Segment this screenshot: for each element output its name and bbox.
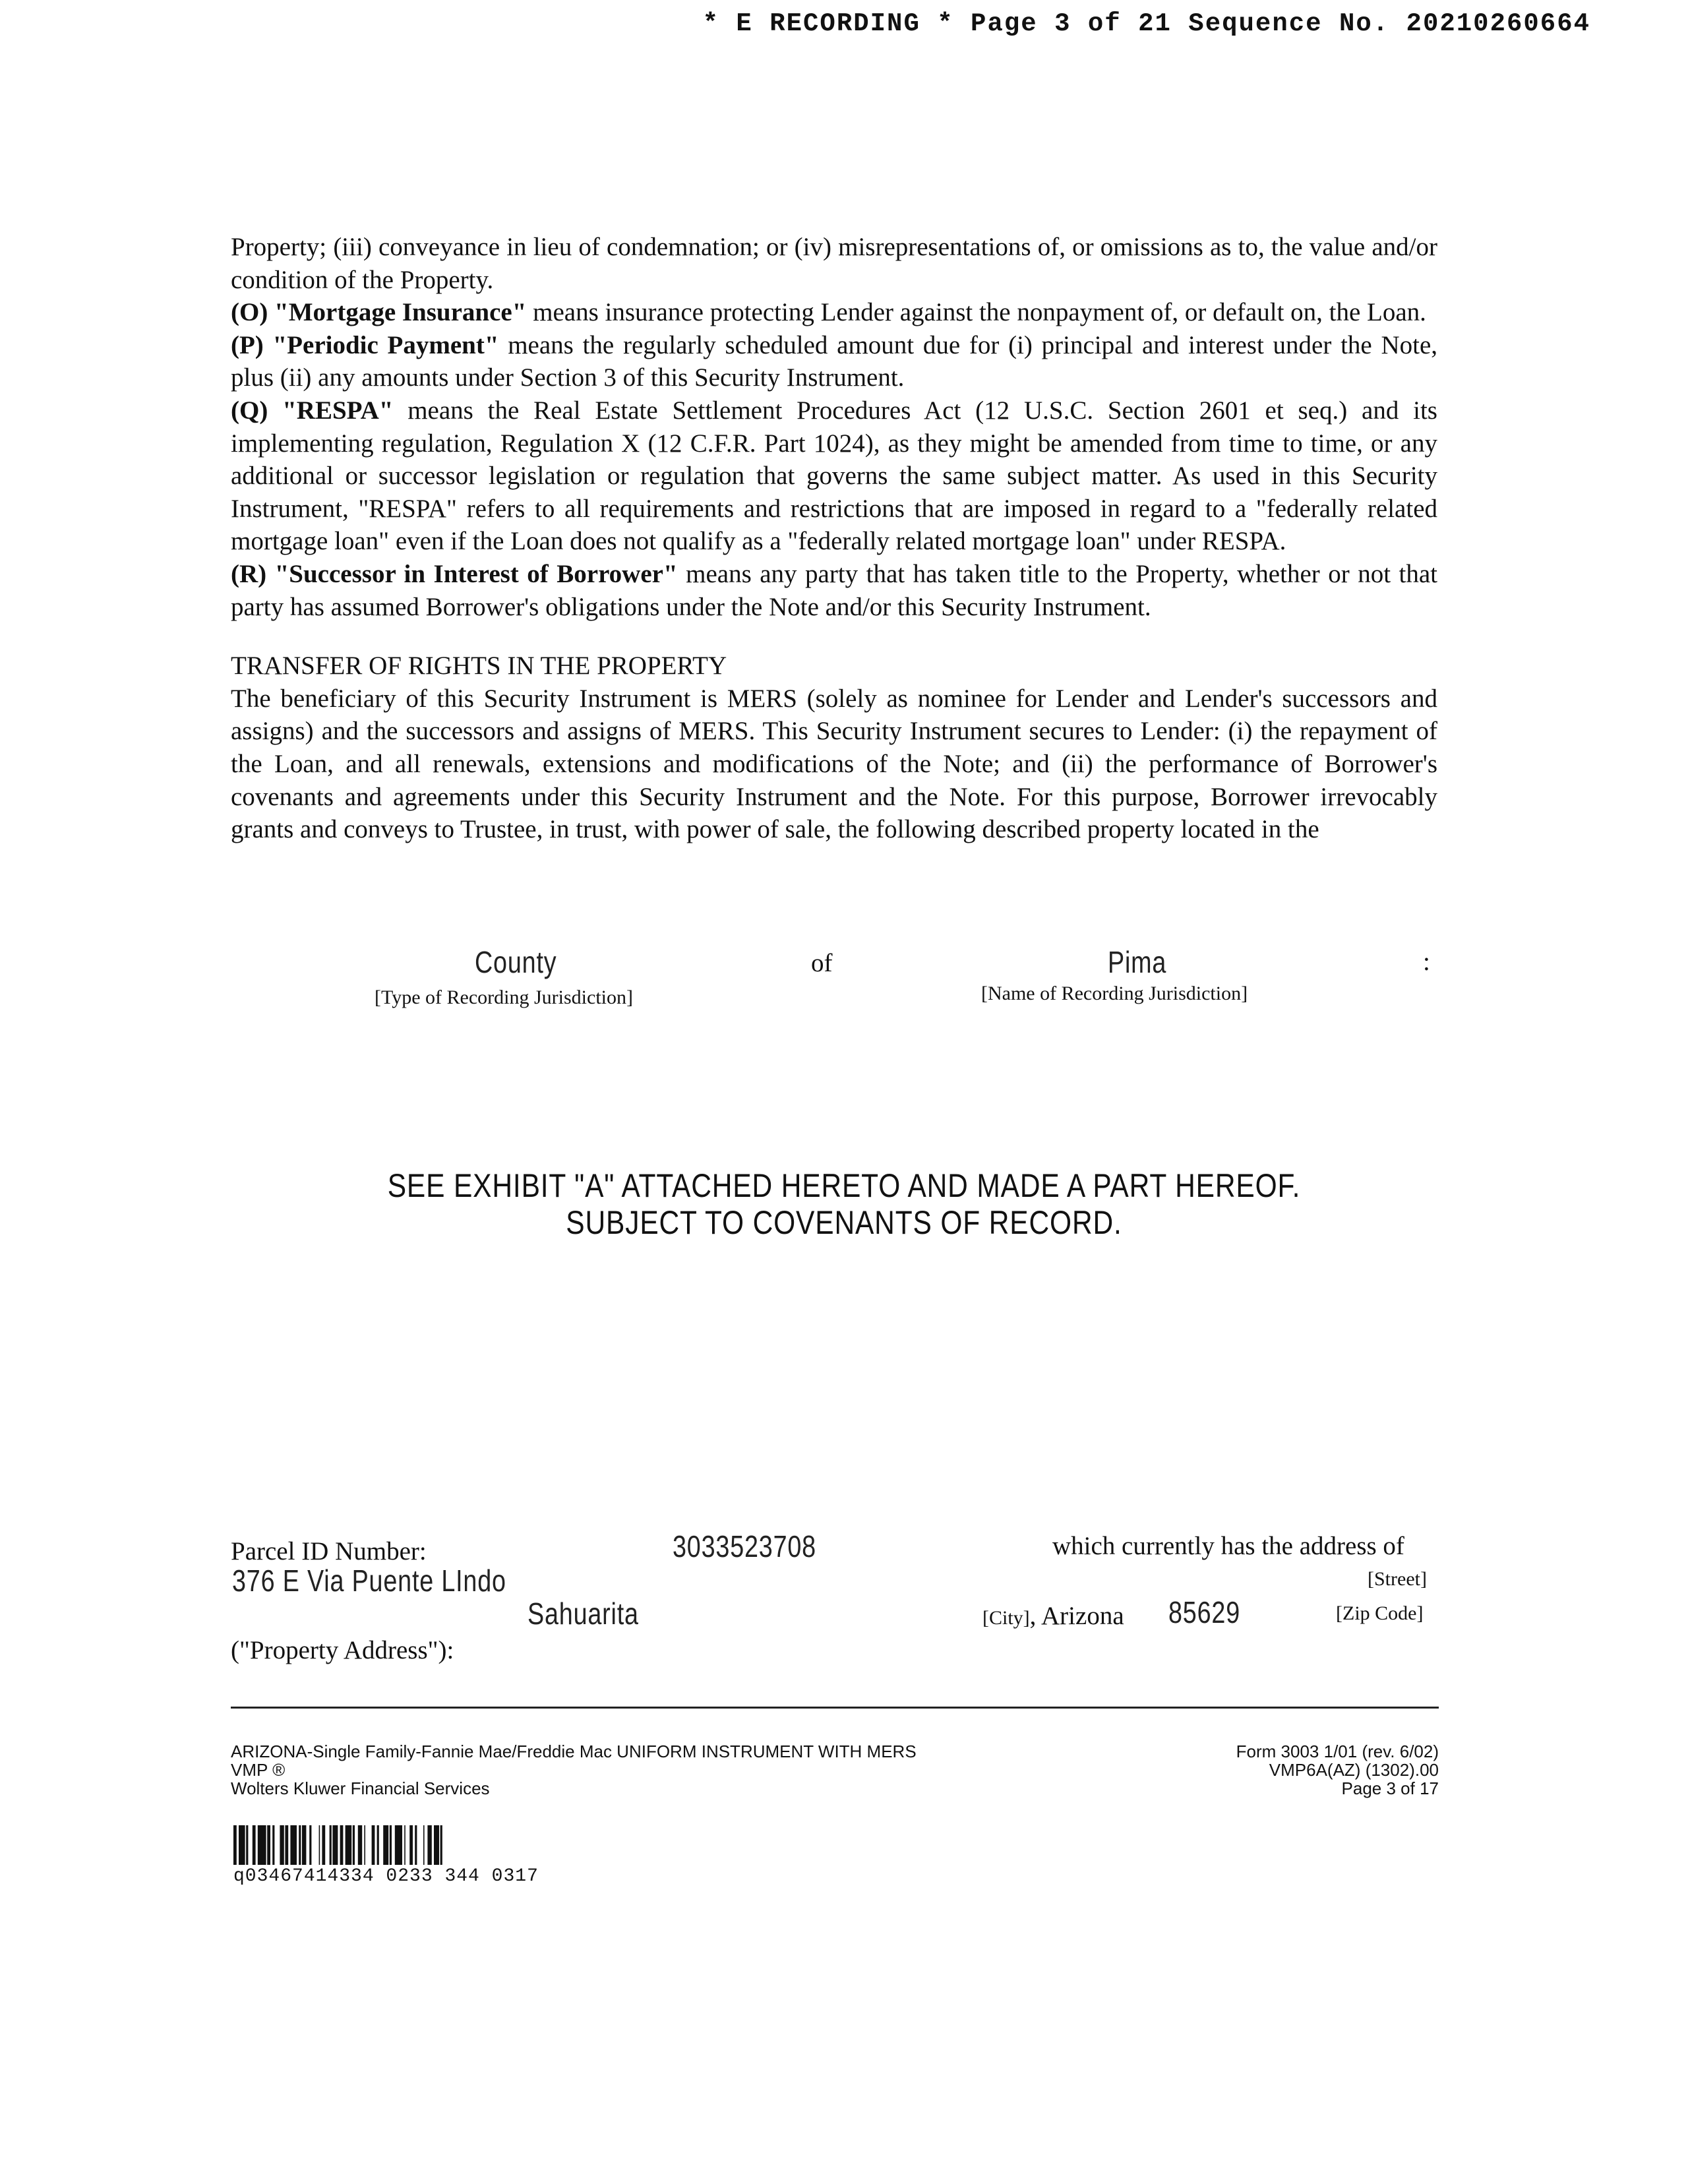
property-address-label: ("Property Address"): — [231, 1636, 454, 1664]
definition-q-text: means the Real Estate Settlement Procedures Act (12 U.S.C. Section 2601 et seq.) and its implementing regulation, Regulation X (12 C.F.R. Part 1024), as they might be amended from time to time, or any additional or successor legislation or regulation that governs the same subject matter. As used in this Security Instrument, "RESPA" refers to all requirements and restrictions that are imposed in regard to a "federally related mortgage loan" even if the Loan does not qualify as a "federally related mortgage loan" under RESPA. — [231, 396, 1437, 556]
jurisdiction-type-caption: [Type of Recording Jurisdiction] — [375, 986, 633, 1008]
barcode-bar — [372, 1825, 375, 1865]
exhibit-reference — [0, 1167, 1688, 1241]
exhibit-line-2: SUBJECT TO COVENANTS OF RECORD. — [566, 1204, 1122, 1241]
barcode-bar — [322, 1825, 325, 1865]
barcode-bar — [440, 1825, 442, 1865]
jurisdiction-name-caption: [Name of Recording Jurisdiction] — [981, 983, 1248, 1004]
barcode-bar — [364, 1825, 365, 1865]
barcode-bar — [346, 1825, 352, 1865]
barcode-bar — [423, 1825, 425, 1865]
footer-form-number-block — [1236, 1742, 1439, 1798]
footer-form-title: ARIZONA-Single Family-Fannie Mae/Freddie Mac UNIFORM INSTRUMENT WITH MERS — [231, 1742, 917, 1761]
definition-o — [231, 296, 1437, 329]
exhibit-line-1: SEE EXHIBIT "A" ATTACHED HERETO AND MADE A PART HEREOF. — [387, 1167, 1301, 1204]
barcode-bar — [267, 1825, 270, 1865]
street-caption: [Street] — [1368, 1568, 1427, 1590]
barcode-bar — [358, 1825, 362, 1865]
footer-page-number: Page 3 of 17 — [1341, 1778, 1439, 1798]
barcode-bar — [319, 1825, 320, 1865]
transfer-heading: TRANSFER OF RIGHTS IN THE PROPERTY — [231, 652, 727, 681]
jurisdiction-name-value: Pima — [1108, 945, 1167, 979]
footer-vmp: VMP ® — [231, 1760, 286, 1780]
barcode-bar — [272, 1825, 274, 1865]
definition-continuation: Property; (iii) conveyance in lieu of condemnation; or (iv) misrepresentations of, or omissions as to, the value and/or condition of the Property. — [231, 233, 1437, 294]
parcel-id-value: 3033523708 — [673, 1529, 816, 1563]
barcode-bar — [280, 1825, 284, 1865]
definition-p-term: (P) "Periodic Payment" — [231, 330, 499, 359]
city-state-group — [982, 1601, 1124, 1631]
barcode-bar — [404, 1825, 406, 1865]
barcode-bar — [330, 1825, 332, 1865]
definition-r-text: means any party that has taken title to the Property, whether or not that party has assumed Borrower's obligations under the Note and/or this Security Instrument. — [231, 559, 1438, 621]
definition-q-term: (Q) "RESPA" — [231, 396, 394, 425]
footer-form-number: Form 3003 1/01 (rev. 6/02) — [1236, 1742, 1439, 1761]
definition-o-text: means insurance protecting Lender against the nonpayment of, or default on, the Loan. — [526, 298, 1426, 327]
address-intro: which currently has the address of — [1052, 1532, 1404, 1560]
barcode-bar — [383, 1825, 388, 1865]
parcel-id-label: Parcel ID Number: — [231, 1537, 427, 1565]
zip-value: 85629 — [1168, 1595, 1240, 1629]
barcode-bar — [409, 1825, 413, 1865]
barcode-bar — [377, 1825, 379, 1865]
barcode-bar — [299, 1825, 301, 1865]
footer-publisher: Wolters Kluwer Financial Services — [231, 1778, 490, 1798]
barcode-number: q03467414334 0233 344 0317 — [233, 1866, 539, 1887]
barcode-bar — [239, 1825, 245, 1865]
barcode-bar — [246, 1825, 248, 1865]
barcode-bar — [309, 1825, 311, 1865]
definition-r — [231, 558, 1437, 623]
jurisdiction-of-word: of — [811, 949, 833, 977]
footer-form-info — [231, 1742, 917, 1798]
barcode-bar — [390, 1825, 392, 1865]
jurisdiction-colon: : — [1423, 948, 1430, 976]
definition-p — [231, 329, 1437, 394]
definition-r-term: (R) "Successor in Interest of Borrower" — [231, 559, 678, 588]
barcode-bar — [427, 1825, 431, 1865]
barcode-bar — [434, 1825, 439, 1865]
recording-header: * E RECORDING * Page 3 of 21 Sequence No. 20210260664 — [702, 9, 1590, 38]
document-body — [231, 231, 1437, 846]
barcode-bar — [285, 1825, 288, 1865]
barcode-bar — [253, 1825, 256, 1865]
footer-form-code: VMP6A(AZ) (1302).00 — [1269, 1760, 1439, 1780]
barcode-bar — [302, 1825, 306, 1865]
barcode-bar — [290, 1825, 297, 1865]
jurisdiction-type-value: County — [475, 945, 557, 979]
barcode-bar — [415, 1825, 417, 1865]
transfer-paragraph: The beneficiary of this Security Instrument is MERS (solely as nominee for Lender and Lender's successors and assigns) and the successors and assigns of MERS. This Security Instrument secures to Lender: (i) the repayment of the Loan, and all renewals, extensions and modifications of the Note; and (ii) the performance of Borrower's covenants and agreements under this Security Instrument and the Note. For this purpose, Borrower irrevocably grants and conveys to Trustee, in trust, with power of sale, the following described property located in the — [231, 684, 1437, 844]
barcode-bar — [340, 1825, 344, 1865]
definition-q — [231, 394, 1437, 558]
barcode-bar — [353, 1825, 355, 1865]
barcode-bar — [332, 1825, 338, 1865]
footer-divider — [231, 1707, 1439, 1709]
city-value: Sahuarita — [528, 1596, 639, 1631]
state-text: , Arizona — [1029, 1602, 1124, 1630]
document-barcode — [233, 1825, 708, 1865]
barcode-bar — [395, 1825, 402, 1865]
city-caption: [City] — [982, 1607, 1030, 1629]
zip-caption: [Zip Code] — [1336, 1602, 1424, 1624]
street-value: 376 E Via Puente LIndo — [232, 1563, 506, 1598]
definition-o-term: (O) "Mortgage Insurance" — [231, 298, 527, 327]
barcode-bar — [233, 1825, 237, 1865]
barcode-bar — [258, 1825, 266, 1865]
definition-p-text: means the regularly scheduled amount due for (i) principal and interest under the Note, plus (ii) any amounts under Section 3 of this Security Instrument. — [231, 330, 1438, 392]
